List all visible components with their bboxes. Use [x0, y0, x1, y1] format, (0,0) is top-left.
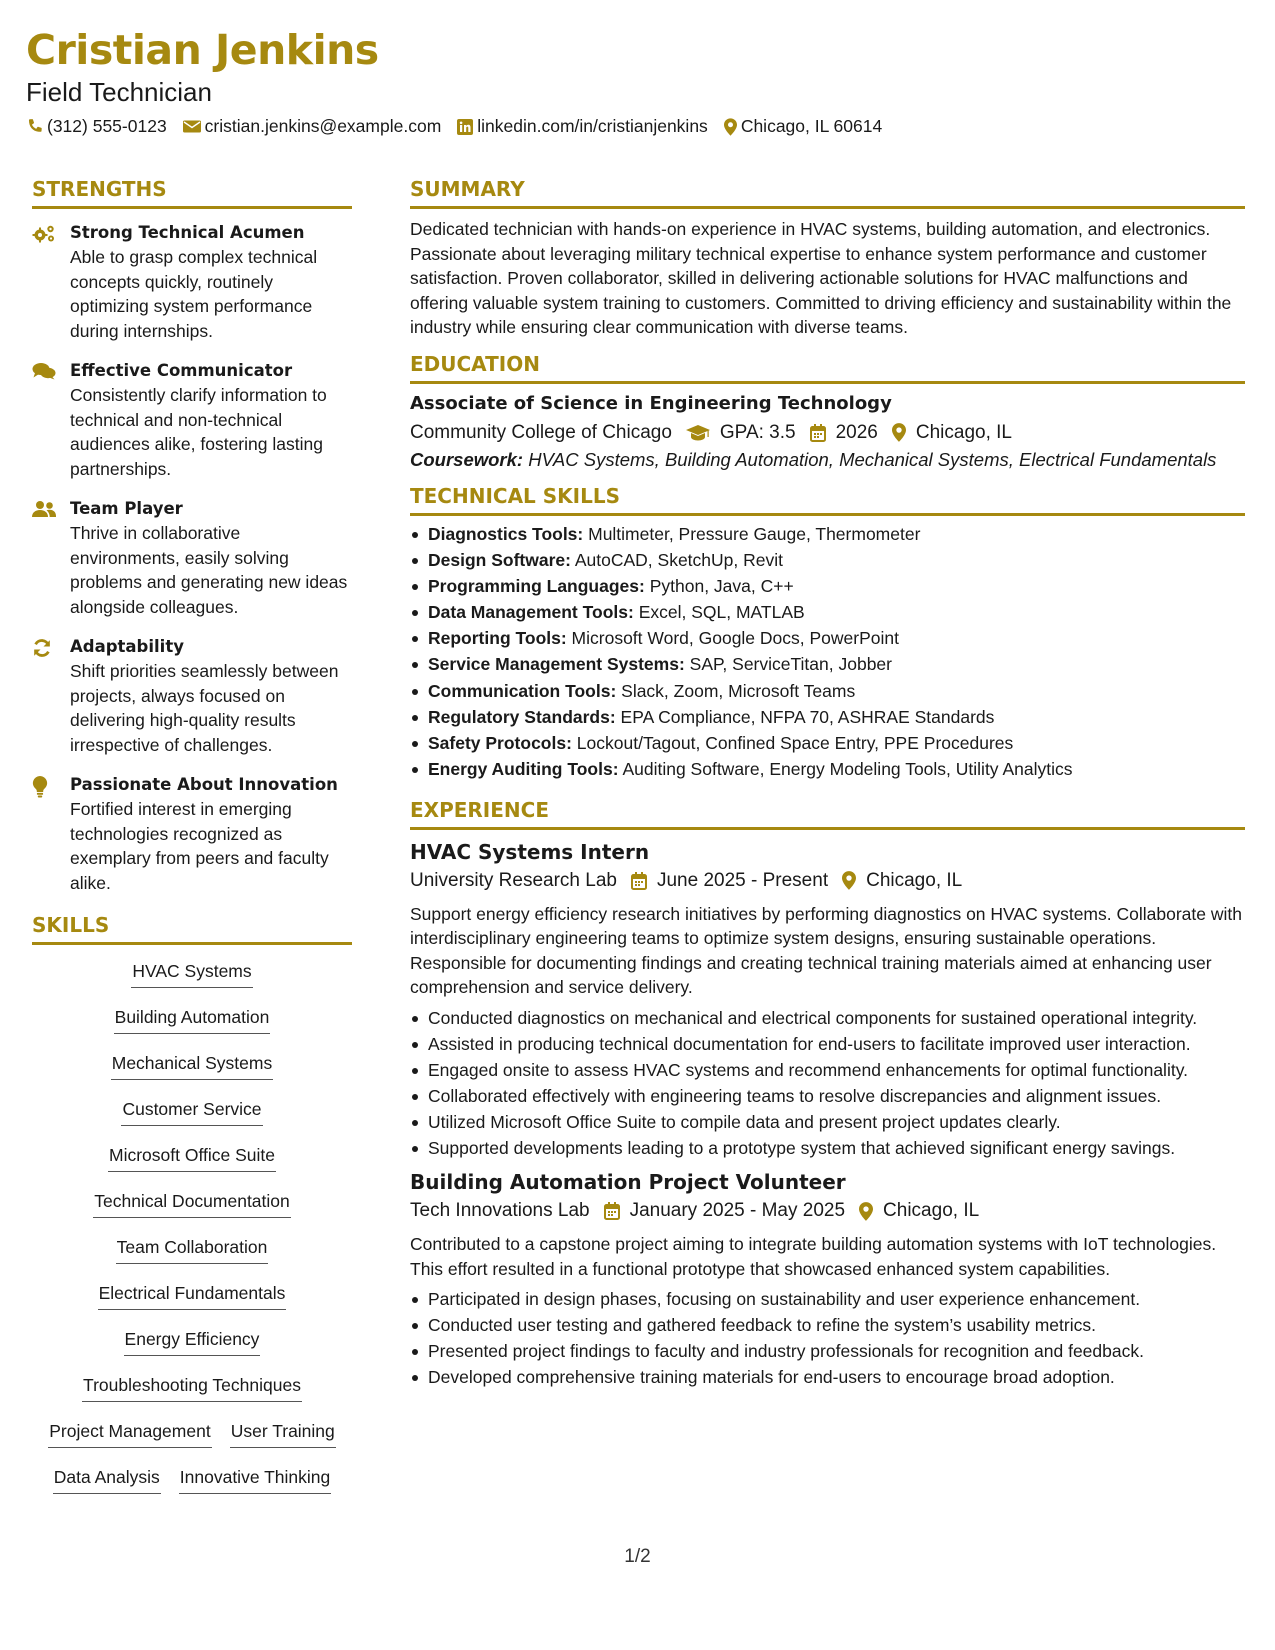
skills-heading: SKILLS	[32, 911, 352, 945]
linkedin-icon	[457, 119, 473, 135]
map-marker-icon	[724, 118, 737, 136]
list-item	[410, 548, 1245, 573]
gpa-item	[686, 418, 796, 448]
skills-tags	[32, 959, 352, 1511]
skill-tag: Technical Documentation	[93, 1189, 291, 1218]
summary-heading: SUMMARY	[410, 175, 1245, 209]
skill-key: Energy Auditing Tools:	[428, 759, 619, 780]
skill-value: Auditing Software, Energy Modeling Tools, Utility Analytics	[618, 759, 1073, 780]
list-item: Supported developments leading to a prototype system that achieved significant energy savings.	[410, 1136, 1245, 1161]
map-marker-icon	[842, 871, 856, 890]
coursework-label: Coursework:	[410, 448, 524, 470]
skill-value: SAP, ServiceTitan, Jobber	[684, 654, 892, 675]
list-item	[410, 600, 1245, 625]
skill-key: Programming Languages:	[428, 575, 645, 596]
skill-key: Service Management Systems:	[428, 654, 685, 675]
strength-title: Passionate About Innovation	[70, 775, 338, 794]
list-item: Participated in design phases, focusing on sustainability and user experience enhancement.	[410, 1287, 1245, 1312]
skill-key: Safety Protocols:	[428, 733, 572, 753]
strength-text: Able to grasp complex technical concepts quickly, routinely optimizing system performance during internships.	[70, 247, 318, 341]
list-item	[410, 574, 1245, 599]
strength-text: Fortified interest in emerging technologies recognized as exemplary from peers and faculty alike.	[70, 799, 329, 893]
year-text: 2026	[835, 421, 878, 443]
sync-icon	[32, 635, 70, 757]
lightbulb-icon	[32, 773, 70, 895]
list-item: Presented project findings to faculty and industry professionals for recognition and feedback.	[410, 1339, 1245, 1364]
skill-tag: Project Management	[48, 1419, 211, 1448]
job-meta	[410, 866, 1245, 896]
job-dates: June 2025 - Present	[656, 869, 829, 891]
job-description: Support energy efficiency research initiatives by performing diagnostics on HVAC systems. Collaborate with interdisciplinary engineering teams to optimize system designs, ensuring sustainable operations. Responsible for documenting findings and creating technical training materials aimed at enhancing user comprehension and service delivery.	[410, 903, 1242, 998]
skill-value: Microsoft Word, Google Docs, PowerPoint	[566, 628, 899, 649]
contact-phone[interactable]	[26, 116, 167, 137]
job-location: Chicago, IL	[883, 1200, 980, 1222]
gears-icon	[32, 221, 70, 343]
skill-tag: Building Automation	[114, 1005, 271, 1034]
right-column	[410, 175, 1245, 1398]
strength-title: Strong Technical Acumen	[70, 223, 305, 242]
list-item	[410, 757, 1245, 782]
contact-bar	[26, 116, 1246, 137]
skill-tag: Troubleshooting Techniques	[82, 1373, 302, 1402]
phone-icon	[26, 118, 43, 135]
education-meta	[410, 418, 1245, 448]
list-item: Conducted user testing and gathered feedback to refine the system’s usability metrics.	[410, 1313, 1245, 1338]
education-heading: EDUCATION	[410, 350, 1245, 384]
job-meta	[410, 1196, 1245, 1226]
strength-item	[32, 773, 352, 895]
school-name: Community College of Chicago	[410, 421, 672, 443]
contact-linkedin[interactable]	[457, 116, 708, 137]
job-location-item	[859, 1196, 979, 1226]
skill-tag: Mechanical Systems	[111, 1051, 273, 1080]
list-item: Collaborated effectively with engineering teams to resolve discrepancies and alignment issues.	[410, 1084, 1245, 1109]
skill-value: Slack, Zoom, Microsoft Teams	[616, 680, 856, 701]
strength-item	[32, 497, 352, 619]
job-location: Chicago, IL	[866, 869, 963, 891]
skill-tag: Data Analysis	[53, 1465, 161, 1494]
page-number: 1/2	[624, 1546, 651, 1567]
skill-tag: HVAC Systems	[131, 959, 252, 988]
skill-tag: Electrical Fundamentals	[98, 1281, 287, 1310]
job-description: Contributed to a capstone project aiming to integrate building automation systems with IoT technologies. This effort resulted in a functional prototype that showcased enhanced system capabilities.	[410, 1234, 1217, 1279]
strengths-heading: STRENGTHS	[32, 175, 352, 209]
experience-heading: EXPERIENCE	[410, 796, 1245, 830]
list-item	[410, 626, 1245, 651]
skill-key: Diagnostics Tools:	[428, 523, 584, 544]
list-item: Utilized Microsoft Office Suite to compile data and present project updates clearly.	[410, 1110, 1245, 1135]
job-entry	[410, 1168, 1245, 1390]
strength-item	[32, 221, 352, 343]
calendar-icon	[604, 1202, 620, 1220]
strength-text: Thrive in collaborative environments, easily solving problems and generating new ideas alongside colleagues.	[70, 523, 348, 617]
skill-tag: Innovative Thinking	[179, 1465, 331, 1494]
strengths-list	[32, 221, 352, 895]
list-item: Conducted diagnostics on mechanical and electrical components for sustained operational integrity.	[410, 1006, 1245, 1031]
list-item	[410, 731, 1245, 756]
degree-title: Associate of Science in Engineering Technology	[410, 392, 892, 414]
list-item	[410, 679, 1245, 704]
technical-skills-list	[410, 522, 1245, 782]
envelope-icon	[183, 119, 201, 134]
map-marker-icon	[859, 1202, 873, 1221]
skill-tag: Energy Efficiency	[124, 1327, 261, 1356]
strength-title: Adaptability	[70, 637, 184, 656]
linkedin-text: linkedin.com/in/cristianjenkins	[477, 116, 708, 136]
job-title: HVAC Systems Intern	[410, 839, 650, 864]
job-bullets	[410, 1006, 1245, 1161]
technical-skills-heading: TECHNICAL SKILLS	[410, 482, 1245, 516]
strength-item	[32, 359, 352, 481]
skill-key: Reporting Tools:	[428, 628, 567, 649]
list-item: Engaged onsite to assess HVAC systems and recommend enhancements for optimal functionality.	[410, 1058, 1245, 1083]
skill-value: Lockout/Tagout, Confined Space Entry, PPE Procedures	[571, 733, 1014, 753]
users-icon	[32, 497, 70, 619]
skill-key: Communication Tools:	[428, 680, 617, 701]
contact-email[interactable]	[183, 116, 442, 137]
year-item	[810, 418, 878, 448]
skills-section	[32, 911, 352, 1511]
phone-text: (312) 555-0123	[47, 116, 167, 136]
job-dates-item	[631, 866, 828, 896]
strength-text: Consistently clarify information to technical and non-technical audiences alike, fostering lasting partnerships.	[70, 385, 327, 479]
coursework-text: HVAC Systems, Building Automation, Mechanical Systems, Electrical Fundamentals	[523, 448, 1217, 470]
job-location-item	[842, 866, 962, 896]
map-marker-icon	[892, 423, 906, 442]
location-text: Chicago, IL 60614	[740, 116, 883, 136]
calendar-icon	[631, 872, 647, 890]
strength-item	[32, 635, 352, 757]
list-item: Assisted in producing technical documentation for end-users to facilitate improved user interaction.	[410, 1032, 1245, 1057]
job-dates: January 2025 - May 2025	[629, 1200, 846, 1222]
skill-tag: Microsoft Office Suite	[108, 1143, 276, 1172]
skill-tag: Customer Service	[121, 1097, 262, 1126]
skill-key: Regulatory Standards:	[428, 706, 616, 727]
list-item: Developed comprehensive training materials for end-users to encourage broad adoption.	[410, 1365, 1245, 1390]
list-item	[410, 705, 1245, 730]
skill-value: Excel, SQL, MATLAB	[633, 602, 805, 623]
edu-location-item	[892, 418, 1012, 448]
skill-value: Multimeter, Pressure Gauge, Thermometer	[583, 523, 921, 544]
strength-title: Team Player	[70, 499, 183, 518]
candidate-name: Cristian Jenkins	[26, 26, 379, 74]
resume-header	[26, 24, 1246, 137]
skill-value: AutoCAD, SketchUp, Revit	[570, 549, 783, 570]
edu-location-text: Chicago, IL	[915, 421, 1012, 443]
strength-text: Shift priorities seamlessly between projects, always focused on delivering high-quality results irrespective of challenges.	[70, 661, 339, 755]
skill-tag: User Training	[230, 1419, 336, 1448]
skill-key: Data Management Tools:	[428, 602, 634, 623]
graduation-cap-icon	[686, 425, 710, 441]
skill-key: Design Software:	[428, 549, 571, 570]
contact-location	[724, 116, 882, 137]
calendar-icon	[810, 424, 826, 442]
job-dates-item	[604, 1196, 845, 1226]
gpa-text: GPA: 3.5	[719, 421, 796, 443]
list-item	[410, 522, 1245, 547]
strength-title: Effective Communicator	[70, 361, 293, 380]
skill-value: Python, Java, C++	[644, 575, 794, 596]
skill-value: EPA Compliance, NFPA 70, ASHRAE Standards	[615, 706, 995, 727]
job-entry	[410, 838, 1245, 1161]
job-org: Tech Innovations Lab	[410, 1200, 590, 1222]
job-org: University Research Lab	[410, 869, 617, 891]
candidate-title: Field Technician	[26, 77, 212, 107]
skill-tag: Team Collaboration	[116, 1235, 269, 1264]
job-title: Building Automation Project Volunteer	[410, 1170, 846, 1195]
left-column	[32, 175, 352, 1511]
list-item	[410, 652, 1245, 677]
comments-icon	[32, 359, 70, 481]
coursework	[410, 448, 1245, 472]
summary-text: Dedicated technician with hands-on experience in HVAC systems, building automation, and electronics. Passionate about leveraging military technical expertise to enhance system performance and customer satisfaction. Proven collaborator, skilled in delivering actionable solutions for HVAC malfunctions and offering valuable system training to customers. Committed to driving efficiency and sustainability within the industry while ensuring clear communication with diverse teams.	[410, 219, 1232, 337]
email-text: cristian.jenkins@example.com	[204, 116, 442, 136]
job-bullets	[410, 1287, 1245, 1390]
